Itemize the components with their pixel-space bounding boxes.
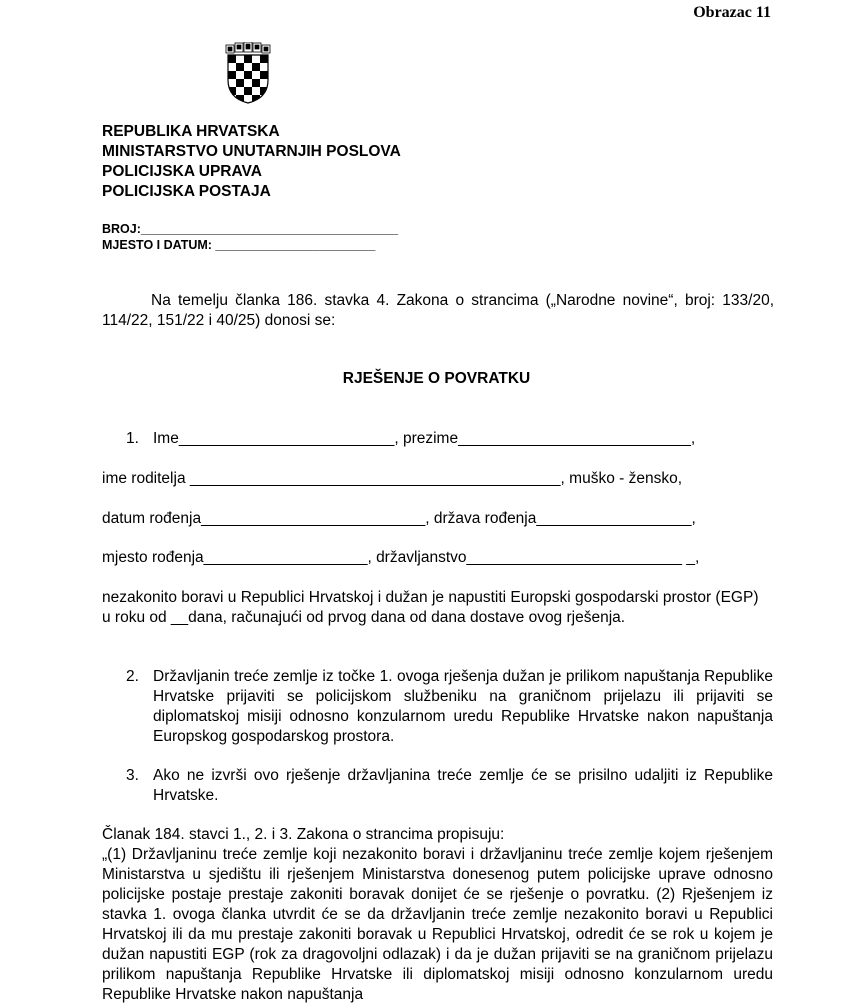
item3-paragraph: Ako ne izvrši ovo rješenje državljanina treće zemlje će se prisilno udaljiti iz Republike Hrvatske.: [153, 767, 773, 804]
name-surname-line: Ime_________________________, prezime___________________________,: [153, 430, 696, 447]
coat-of-arms-icon: [224, 42, 272, 104]
header-police-station: POLICIJSKA POSTAJA: [102, 183, 271, 200]
item2-paragraph: Državljanin treće zemlje iz točke 1. ovoga rješenja dužan je prilikom napuštanja Republike Hrvatske prijaviti se policijskom službeniku na graničnom prijelazu ili prijaviti se diplomatskoj misiji odnosno konzularnom uredu Republike Hrvatske nakon napuštanja Europskog gospodarskog prostora.: [153, 668, 773, 745]
document-meta: [102, 221, 398, 253]
article-heading: Članak 184. stavci 1., 2. i 3. Zakona o strancima propisuju:: [102, 826, 505, 843]
article-text: „(1) Državljaninu treće zemlje koji nezakonito boravi i državljaninu treće zemlje kojem rješenjem Ministarstva u sjedištu ili rješenjem Ministarstva donesenog putem policijske uprave odnosno policijske postaje prestaje zakoniti boravak donijet će se rješenje o povratku. (2) Rješenjem iz stavka 1. ovoga članka utvrdit će se da državljanin treće zemlje nezakonito boravi u Republici Hrvatskoj ili da mu prestaje zakoniti boravak u Republici Hrvatskoj, odredit će se rok u kojem je dužan napustiti EGP (rok za dragovoljni odlazak) i da je dužan prijaviti se na graničnom prijelazu prilikom napuštanja Republike Hrvatske ili diplomatskoj misiji odnosno konzularnom uredu Republike Hrvatske nakon napuštanja: [102, 846, 773, 1003]
birthplace-citizenship-line: mjesto rođenja___________________, državljanstvo_________________________ _,: [102, 549, 700, 566]
place-date-field: MJESTO I DATUM: _______________________: [102, 238, 376, 252]
form-number: Obrazac 11: [693, 4, 771, 21]
item1-paragraph: nezakonito boravi u Republici Hrvatskoj i dužan je napustiti Europski gospodarski prostor (EGP) u roku od __dana, računajući od prvog dana od dana dostave ovog rješenja.: [102, 589, 759, 626]
parent-gender-line: ime roditelja ___________________________________________, muško - žensko,: [102, 470, 683, 487]
intro-paragraph: Na temelju članka 186. stavka 4. Zakona o strancima („Narodne novine“, broj: 133/20, 114/22, 151/22 i 40/25) donosi se:: [102, 292, 774, 329]
header-republic: REPUBLIKA HRVATSKA: [102, 123, 280, 140]
item-number: 2.: [126, 668, 139, 685]
item-number: 1.: [126, 430, 139, 447]
header-police-department: POLICIJSKA UPRAVA: [102, 163, 262, 180]
item-number: 3.: [126, 767, 139, 784]
broj-field: BROJ:_____________________________________: [102, 222, 399, 236]
document-title: RJEŠENJE O POVRATKU: [342, 370, 531, 387]
birth-date-country-line: datum rođenja__________________________, država rođenja__________________,: [102, 510, 696, 527]
header-ministry: MINISTARSTVO UNUTARNJIH POSLOVA: [102, 143, 401, 160]
authority-header: [102, 122, 401, 202]
